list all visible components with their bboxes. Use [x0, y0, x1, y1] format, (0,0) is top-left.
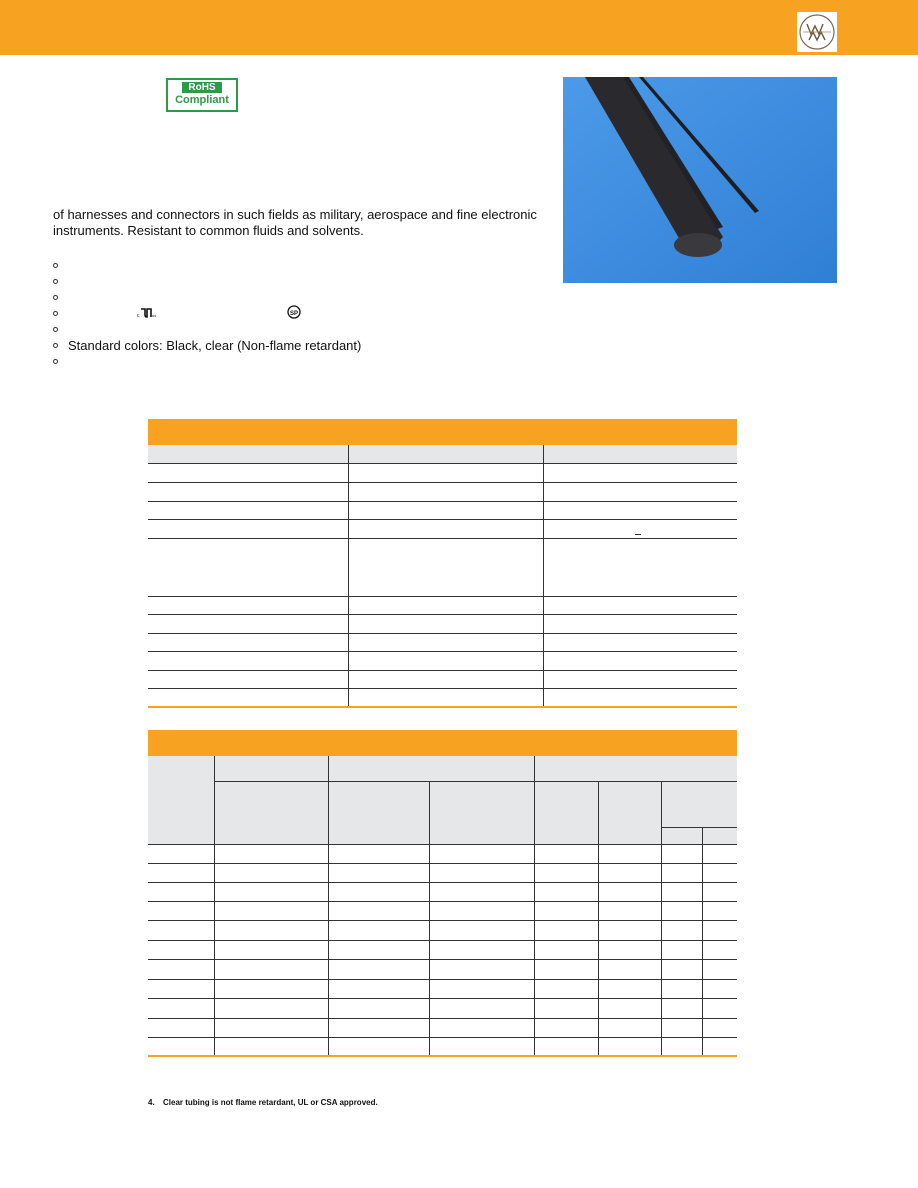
table-row: [148, 670, 737, 671]
table-row: [148, 1018, 737, 1019]
underscore-mark: [635, 534, 641, 535]
table-row: [148, 596, 737, 597]
ul-recognized-icon: [137, 307, 159, 319]
column-divider: [429, 782, 430, 1056]
column-divider: [598, 782, 599, 1056]
dimension-header-cell: [148, 756, 214, 844]
header-rule: [215, 781, 737, 782]
spec-table: [148, 445, 737, 707]
table-row: [148, 979, 737, 980]
footnote-text: Clear tubing is not flame retardant, UL or CSA approved.: [163, 1098, 378, 1107]
spec-table-column-header-row: [148, 445, 737, 463]
dimension-table-bottom-rule: [148, 1055, 737, 1057]
footnote-number: 4.: [148, 1098, 155, 1107]
wm-monogram-icon: [797, 12, 837, 52]
bullet-icon: [53, 263, 58, 268]
dimension-header-cell: [703, 828, 737, 844]
bullet-icon: [53, 327, 58, 332]
heat-shrink-tubing-photo: [563, 77, 837, 283]
dimension-header-cell: [662, 782, 737, 827]
table-row: [148, 882, 737, 883]
table-row: [148, 614, 737, 615]
column-divider: [214, 756, 215, 1056]
bullet-icon: [53, 343, 58, 348]
dimension-header-cell: [215, 756, 328, 781]
svg-text:SP: SP: [290, 311, 299, 317]
table-row: [148, 519, 737, 520]
footnote: [148, 1098, 378, 1107]
description-line-1: of harnesses and connectors in such fields as military, aerospace and fine electronic: [53, 207, 537, 222]
dimension-table: [148, 756, 737, 1056]
rohs-compliant-badge: [166, 78, 238, 112]
list-item: [53, 338, 553, 354]
dimension-header-cell: [329, 756, 534, 781]
table-row: [148, 688, 737, 689]
list-item: [53, 354, 553, 370]
table-row: [148, 940, 737, 941]
bullet-icon: [53, 359, 58, 364]
column-divider: [543, 445, 544, 707]
table-row: [148, 463, 737, 464]
header-rule: [662, 827, 737, 828]
dimension-header-cell: [329, 782, 429, 844]
header-bar: [0, 0, 918, 55]
list-item: [53, 258, 553, 274]
compliant-label: Compliant: [175, 94, 229, 106]
table-row: [148, 959, 737, 960]
table-row: [148, 538, 737, 539]
rohs-label: RoHS: [182, 82, 222, 93]
column-divider: [534, 756, 535, 1056]
list-item: [53, 290, 553, 306]
table-row: [148, 998, 737, 999]
table-row: [148, 901, 737, 902]
dimension-header-cell: [215, 782, 328, 844]
svg-text:us: us: [152, 313, 157, 318]
spec-table-bottom-rule: [148, 706, 737, 708]
dimension-table-header-bar: [148, 730, 737, 756]
column-divider: [661, 782, 662, 1056]
feature-text: Standard colors: Black, clear (Non-flame retardant): [68, 338, 362, 353]
description-line-2: instruments. Resistant to common fluids and solvents.: [53, 223, 364, 238]
dimension-header-cell: [662, 828, 702, 844]
list-item: [53, 274, 553, 290]
list-item: [53, 306, 553, 322]
svg-text:c: c: [137, 313, 140, 319]
dimension-header-cell: [430, 782, 534, 844]
table-row: [148, 1037, 737, 1038]
table-row: [148, 920, 737, 921]
dimension-header-cell: [535, 782, 598, 844]
dimension-header-cell: [535, 756, 737, 781]
table-row: [148, 482, 737, 483]
column-divider: [328, 756, 329, 1056]
bullet-icon: [53, 279, 58, 284]
dimension-header-cell: [599, 782, 661, 844]
csa-icon: [287, 305, 301, 319]
table-row: [148, 844, 737, 845]
table-row: [148, 651, 737, 652]
list-item: [53, 322, 553, 338]
feature-list: [53, 258, 553, 370]
table-row: [148, 501, 737, 502]
spec-table-header-bar: [148, 419, 737, 445]
table-row: [148, 633, 737, 634]
bullet-icon: [53, 311, 58, 316]
product-description: [53, 207, 553, 239]
bullet-icon: [53, 295, 58, 300]
column-divider: [348, 445, 349, 707]
table-row: [148, 863, 737, 864]
